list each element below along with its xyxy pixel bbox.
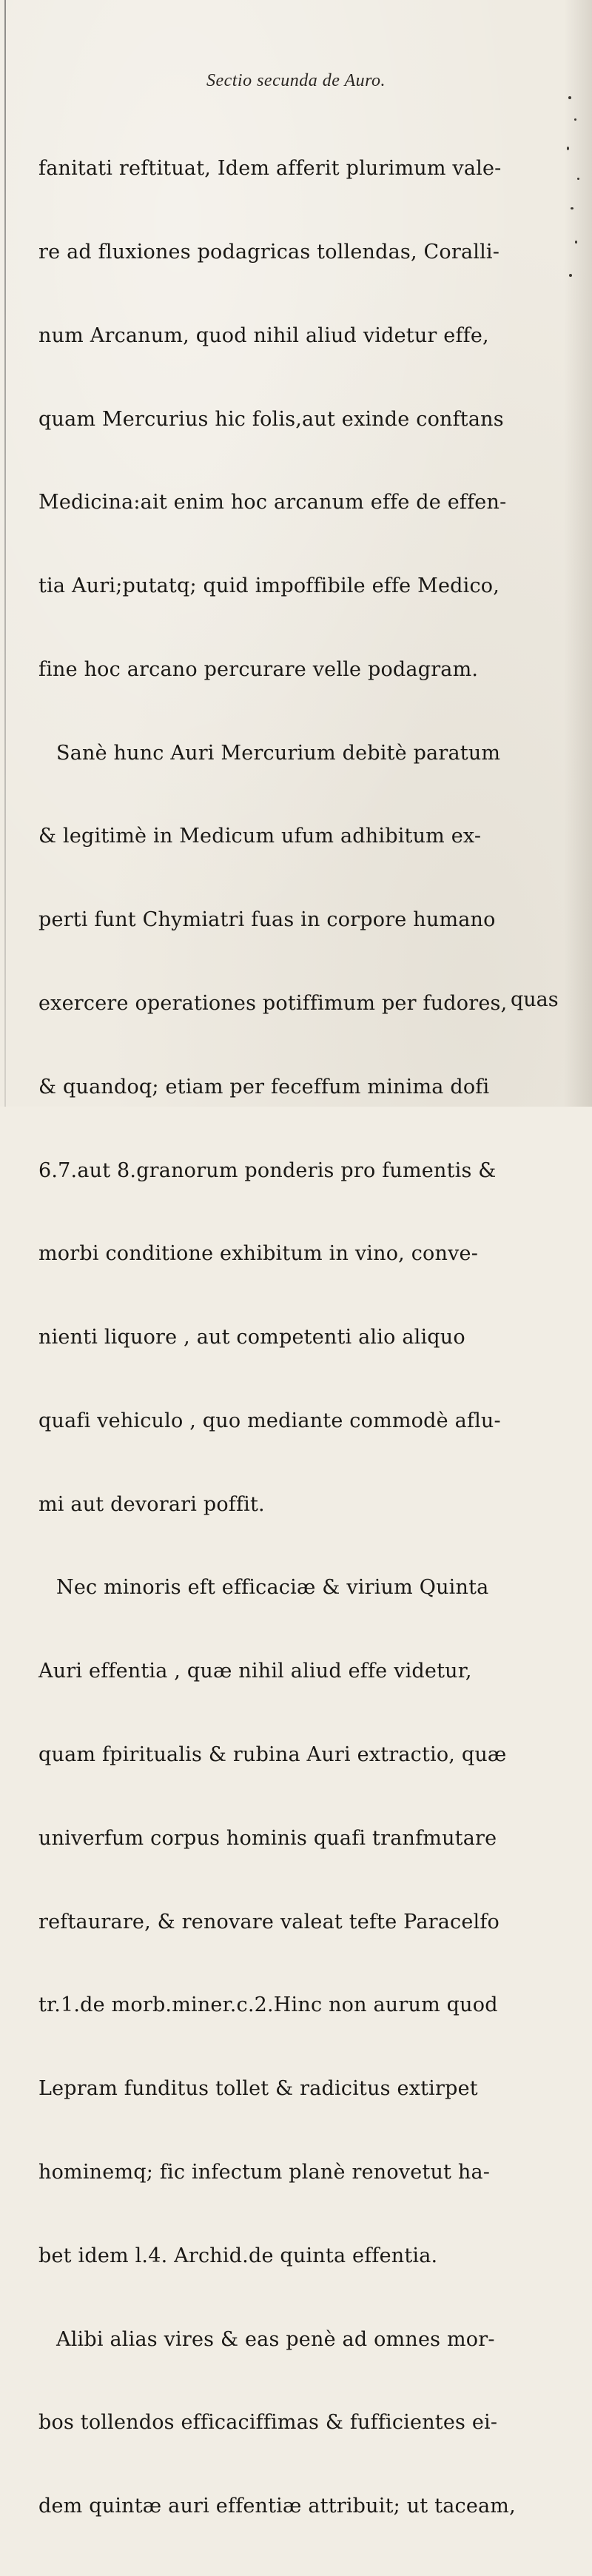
text-line: univerfum corpus hominis quafi tranfmutare: [38, 1826, 497, 1850]
text-line: bos tollendos efficaciffimas & fufficientes ei-: [38, 2411, 498, 2435]
text-line: mi aut devorari poffit.: [38, 1492, 265, 1516]
text-line: quam fpiritualis & rubina Auri extractio, quæ: [38, 1743, 507, 1767]
text-line: nienti liquore , aut competenti alio aliquo: [38, 1326, 465, 1349]
text-line: re ad fluxiones podagricas tollendas, Coralli-: [38, 240, 500, 264]
text-line: Sanè hunc Auri Mercurium debitè paratum: [56, 741, 501, 765]
text-line: num Arcanum, quod nihil aliud videtur effe,: [38, 323, 489, 347]
text-line: tia Auri;putatq; quid impoffibile effe Medico,: [38, 574, 500, 598]
text-line: 6.7.aut 8.granorum ponderis pro fumentis &: [38, 1158, 497, 1182]
text-line: exercere operationes potiffimum per fudores,: [38, 992, 508, 1015]
text-line: hominemq; fic infectum planè renovetut ha-: [38, 2160, 491, 2184]
text-line: Nec minoris eft efficaciæ & virium Quinta: [56, 1576, 489, 1600]
text-line: dem quintæ auri effentiæ attribuit; ut taceam,: [38, 2495, 516, 2518]
text-line: Auri effentia , quæ nihil aliud effe videtur,: [38, 1660, 472, 1683]
text-line: bet idem l.4. Archid.de quinta effentia.: [38, 2244, 438, 2267]
text-line: & legitimè in Medicum ufum adhibitum ex-: [38, 825, 482, 848]
text-line: Medicina:ait enim hoc arcanum effe de effen-: [38, 491, 507, 514]
body-text: [38, 99, 591, 2576]
text-line: quafi vehiculo , quo mediante commodè aflu-: [38, 1409, 501, 1432]
text-line: quam Mercurius hic folis,aut exinde conftans: [38, 407, 504, 431]
text-line: morbi conditione exhibitum in vino, conve-: [38, 1242, 479, 1266]
text-line: Alibi alias vires & eas penè ad omnes mor-: [56, 2327, 495, 2351]
text-line: Lepram funditus tollet & radicitus extirpet: [38, 2077, 478, 2101]
page-edge-line: [4, 0, 6, 1107]
text-line: fanitati reftituat, Idem afferit plurimum vale-: [38, 157, 502, 181]
text-line: perti funt Chymiatri fuas in corpore humano: [38, 908, 496, 932]
text-line: & quandoq; etiam per feceffum minima dofi: [38, 1075, 490, 1099]
running-head: Sectio secunda de Auro.: [206, 71, 386, 90]
text-line: fine hoc arcano percurare velle podagram.: [38, 657, 479, 681]
catchword: quas: [511, 988, 559, 1011]
text-line: reftaurare, & renovare valeat tefte Paracelfo: [38, 1910, 500, 1933]
text-line: tr.1.de morb.miner.c.2.Hinc non aurum quod: [38, 1993, 498, 2017]
